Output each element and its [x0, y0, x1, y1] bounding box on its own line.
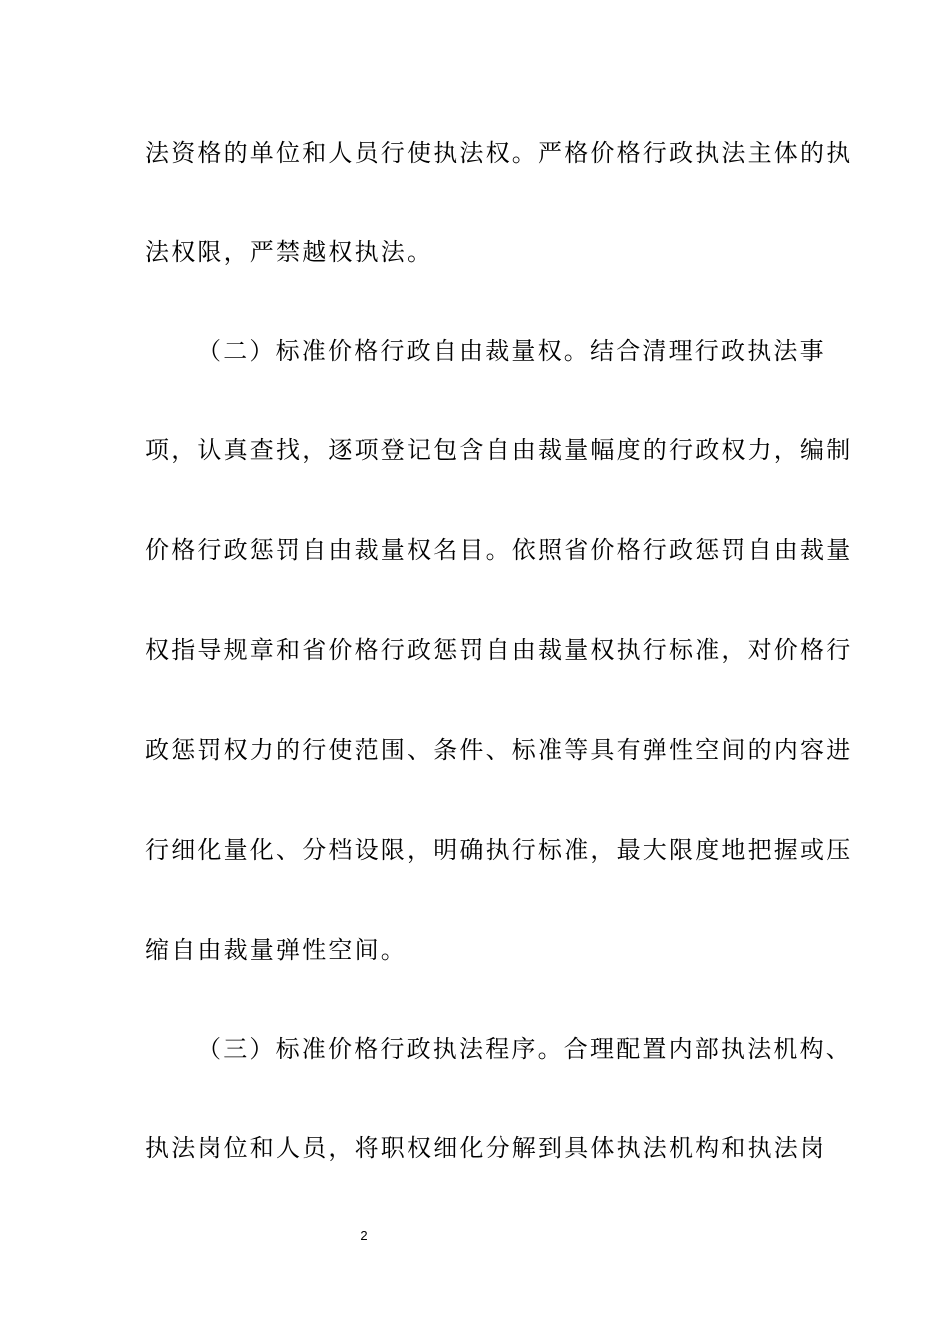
text-line: 执法岗位和人员，将职权细化分解到具体执法机构和执法岗: [145, 1134, 827, 1162]
text-line: 法权限，严禁越权执法。: [145, 238, 434, 266]
text-line: 政惩罚权力的行使范围、条件、标准等具有弹性空间的内容进: [145, 736, 853, 764]
text-line: （三）标准价格行政执法程序。合理配置内部执法机构、: [197, 1035, 852, 1063]
text-line: 价格行政惩罚自由裁量权名目。依照省价格行政惩罚自由裁量: [145, 536, 853, 564]
text-line: 行细化量化、分档设限，明确执行标准，最大限度地把握或压: [145, 836, 853, 864]
page-number: 2: [360, 1228, 368, 1243]
text-line: （二）标准价格行政自由裁量权。结合清理行政执法事: [197, 337, 826, 365]
text-line: 缩自由裁量弹性空间。: [145, 936, 407, 964]
text-line: 项，认真查找，逐项登记包含自由裁量幅度的行政权力，编制: [145, 436, 853, 464]
text-line: 权指导规章和省价格行政惩罚自由裁量权执行标准，对价格行: [145, 636, 853, 664]
text-line: 法资格的单位和人员行使执法权。严格价格行政执法主体的执: [145, 139, 853, 167]
